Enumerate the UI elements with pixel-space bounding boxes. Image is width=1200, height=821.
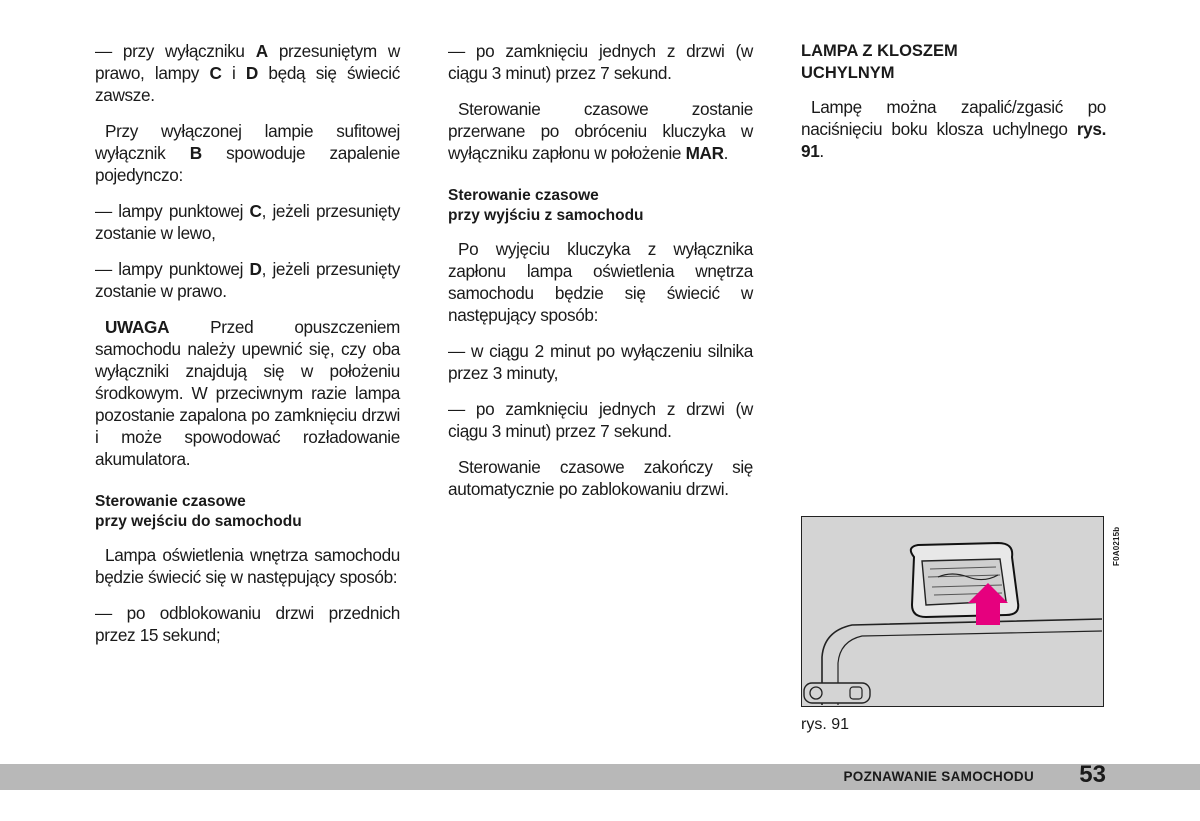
paragraph	[801, 96, 1106, 162]
lamp-label-d: D	[249, 259, 262, 279]
figure-code: F0A0215b	[1112, 526, 1121, 566]
text: — lampy punktowej	[95, 201, 250, 221]
paragraph	[95, 40, 400, 106]
text: .	[723, 143, 729, 163]
paragraph: — w ciągu 2 minut po wyłączeniu silnika przez 3 minuty,	[448, 341, 753, 383]
paragraph	[95, 258, 400, 302]
tilting-lamp-illustration	[802, 517, 1102, 705]
clip-icon	[850, 687, 862, 699]
text: — lampy punktowej	[95, 259, 250, 279]
section-heading	[448, 186, 753, 226]
paragraph: — po zamknięciu jednych z drzwi (w ciągu 3 minut) przez 7 sekund.	[448, 399, 753, 441]
footer-section-title: POZNAWANIE SAMOCHODU	[843, 769, 1034, 784]
text: , jeżeli przesunięty zostanie w lewo,	[95, 201, 400, 243]
section-heading	[801, 40, 1106, 84]
figure-caption: rys. 91	[801, 716, 850, 733]
switch-label-a: A	[255, 41, 268, 61]
heading-line: Sterowanie czasowe	[448, 187, 599, 204]
heading-line: UCHYLNYM	[801, 64, 895, 82]
paragraph: — po zamknięciu jednych z drzwi (w ciągu 3 minut) przez 7 sekund.	[448, 41, 753, 83]
panel-edge	[838, 631, 1102, 705]
text: przesuniętym w prawo, lampy	[95, 41, 400, 83]
left-column	[95, 40, 400, 660]
text: Sterowanie czasowe zostanie przerwane po obróceniu kluczyka w wyłączniku zapłonu w położenie	[448, 99, 753, 163]
text: , jeżeli przesunięty zostanie w prawo.	[95, 259, 400, 301]
text: Przy wyłączonej lampie sufitowej wyłącznik	[95, 121, 400, 163]
warning-label: UWAGA	[105, 317, 170, 337]
section-heading	[95, 492, 400, 532]
middle-column	[448, 40, 753, 514]
ignition-position: MAR	[685, 143, 724, 163]
text: Lampę można zapalić/zgasić po naciśnięciu boku klosza uchylnego	[801, 97, 1106, 139]
paragraph: Lampa oświetlenia wnętrza samochodu będzie świecić się w następujący sposób:	[95, 545, 400, 587]
screw-icon	[810, 687, 822, 699]
figure-illustration	[801, 516, 1104, 707]
paragraph: Po wyjęciu kluczyka z wyłącznika zapłonu lampa oświetlenia wnętrza samochodu będzie się świecić w następujący sposób:	[448, 239, 753, 325]
text: .	[819, 141, 824, 161]
lamp-label-c: C	[249, 201, 262, 221]
right-column	[801, 40, 1106, 176]
warning-paragraph	[95, 316, 400, 470]
lamp-label-c: C	[209, 63, 222, 83]
text: będą się świecić zawsze.	[95, 63, 400, 105]
lamp-label-d: D	[245, 63, 258, 83]
page-number: 53	[1079, 761, 1106, 788]
text: spowoduje zapalenie pojedynczo:	[95, 143, 400, 185]
heading-line: LAMPA Z KLOSZEM	[801, 42, 958, 60]
paragraph: Sterowanie czasowe zakończy się automatycznie po zablokowaniu drzwi.	[448, 457, 753, 499]
switch-label-b: B	[189, 143, 202, 163]
text: — przy wyłączniku	[95, 41, 256, 61]
paragraph	[95, 120, 400, 186]
heading-line: Sterowanie czasowe	[95, 493, 246, 510]
paragraph	[95, 200, 400, 244]
heading-line: przy wejściu do samochodu	[95, 513, 302, 530]
text: i	[221, 63, 246, 83]
figure-reference: rys. 91	[801, 119, 1106, 161]
paragraph: — po odblokowaniu drzwi przednich przez 15 sekund;	[95, 603, 400, 645]
paragraph	[448, 98, 753, 164]
heading-line: przy wyjściu z samochodu	[448, 207, 644, 224]
text: Przed opuszczeniem samochodu należy upewnić się, czy oba wyłączniki znajdują się w położeniu środkowym. W przeciwnym razie lampa pozostanie zapalona po zamknięciu drzwi i może spowodować rozładowanie akumulatora.	[95, 317, 400, 469]
